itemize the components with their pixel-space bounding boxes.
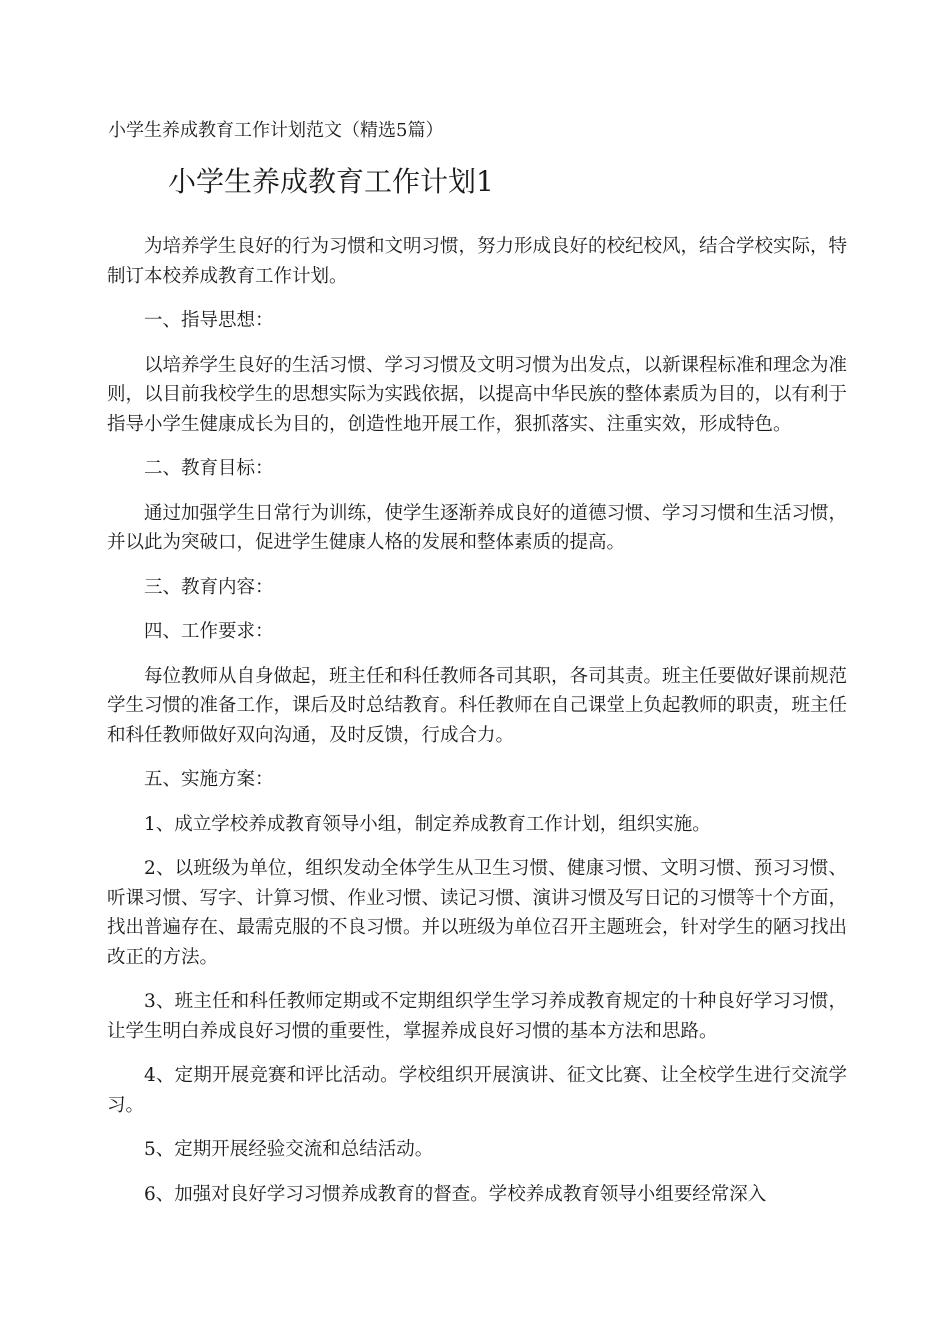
paragraph: 以培养学生良好的生活习惯、学习习惯及文明习惯为出发点，以新课程标准和理念为准则，以目前我校学生的思想实际为实践依据，以提高中华民族的整体素质为目的，以有利于指导小学生健康成长为目的，创造性地开展工作，狠抓落实、注重实效，形成特色。 [107, 354, 848, 435]
paragraph: 为培养学生良好的行为习惯和文明习惯，努力形成良好的校纪校风，结合学校实际，特制订本校养成教育工作计划。 [107, 236, 848, 287]
list-item: 2、以班级为单位，组织发动全体学生从卫生习惯、健康习惯、文明习惯、预习习惯、听课习惯、写字、计算习惯、作业习惯、读记习惯、演讲习惯及写日记的习惯等十个方面，找出普遍存在、最需克服的不良习惯。并以班级为单位召开主题班会，针对学生的陋习找出改正的方法。 [107, 858, 848, 968]
list-item: 4、定期开展竞赛和评比活动。学校组织开展演讲、征文比赛、让全校学生进行交流学习。 [107, 1065, 847, 1116]
paragraph: 每位教师从自身做起，班主任和科任教师各司其职，各司其责。班主任要做好课前规范学生习惯的准备工作，课后及时总结教育。科任教师在自己课堂上负起教师的职责，班主任和科任教师做好双向沟通，及时反馈，行成合力。 [107, 665, 848, 746]
list-item: 5、定期开展经验交流和总结活动。 [144, 1139, 434, 1160]
list-item: 6、加强对良好学习习惯养成教育的督查。学校养成教育领导小组要经常深入 [144, 1183, 767, 1205]
document-body [107, 232, 847, 1224]
paragraph: 通过加强学生日常行为训练，使学生逐渐养成良好的道德习惯、学习习惯和生活习惯，并以此为突破口，促进学生健康人格的发展和整体素质的提高。 [107, 502, 848, 553]
section-title: 小学生养成教育工作计划1 [168, 165, 494, 198]
heading-education-content: 三、教育内容： [144, 576, 274, 598]
list-item: 3、班主任和科任教师定期或不定期组织学生学习养成教育规定的十种良好学习习惯，让学生明白养成良好习惯的重要性，掌握养成良好习惯的基本方法和思路。 [107, 991, 847, 1042]
document-title: 小学生养成教育工作计划范文（精选5篇） [108, 120, 444, 141]
heading-education-goals: 二、教育目标： [144, 458, 274, 479]
heading-implementation-plan: 五、实施方案： [144, 769, 274, 790]
list-item: 1、成立学校养成教育领导小组，制定养成教育工作计划，组织实施。 [144, 813, 711, 835]
heading-guiding-thought: 一、指导思想： [144, 310, 274, 331]
heading-work-requirements: 四、工作要求： [144, 621, 274, 642]
